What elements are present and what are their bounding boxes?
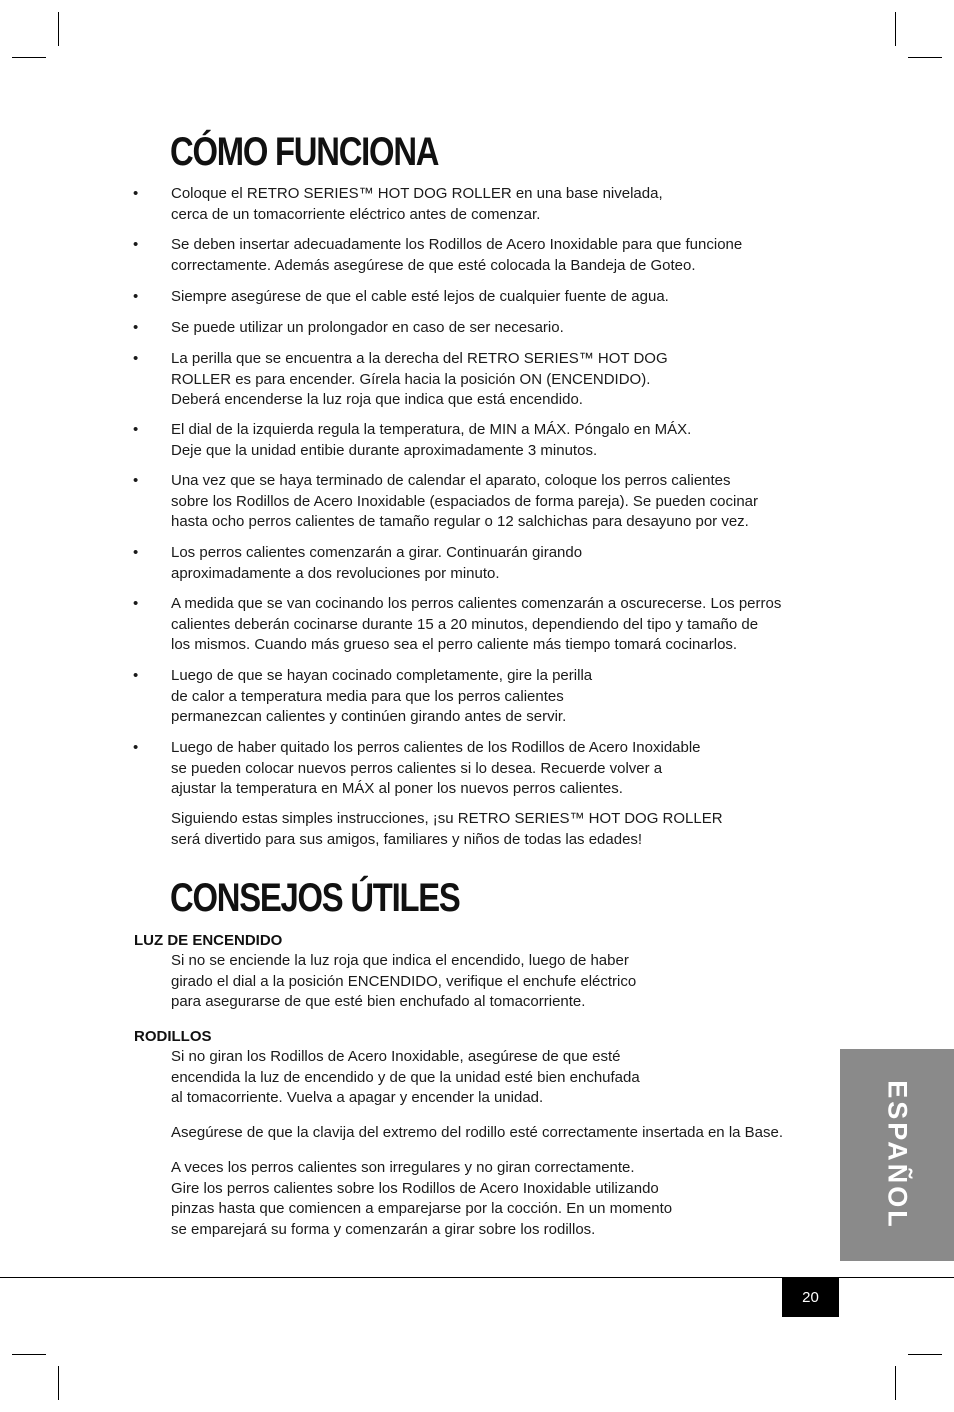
list-item-line: hasta ocho perros calientes de tamaño regular o 12 salchichas para desayuno por vez.: [171, 513, 749, 530]
list-item: [133, 318, 821, 339]
list-item-line: Deberá encenderse la luz roja que indica que está encendido.: [171, 391, 583, 408]
list-item: [133, 666, 821, 728]
section-title-consejos-utiles: CONSEJOS ÚTILES: [170, 876, 460, 920]
crop-mark: [12, 1354, 46, 1355]
bullet-point: •: [133, 421, 139, 438]
list-item-line: los mismos. Cuando más grueso sea el perro caliente más tiempo tomará cocinarlos.: [171, 636, 738, 653]
list-item-line: Luego de que se hayan cocinado completamente, gire la perilla: [171, 667, 593, 684]
bullet-point: •: [133, 236, 139, 253]
list-item-line: calientes deberán cocinarse durante 15 a 20 minutos, dependiendo del tipo y tamaño de: [171, 615, 759, 633]
crop-mark: [58, 1366, 59, 1400]
list-item: [133, 543, 821, 584]
list-item-line: Se deben insertar adecuadamente los Rodillos de Acero Inoxidable para que funcione: [171, 236, 743, 253]
list-item-line: Coloque el RETRO SERIES™ HOT DOG ROLLER en una base nivelada,: [171, 185, 663, 202]
list-item-line: ajustar la temperatura en MÁX al poner los nuevos perros calientes.: [171, 780, 623, 797]
list-item: [133, 184, 821, 225]
bullet-point: •: [133, 544, 139, 561]
list-item: [133, 287, 821, 308]
list-item-line: de calor a temperatura media para que los perros calientes: [171, 687, 564, 705]
list-item-line: Se puede utilizar un prolongador en caso de ser necesario.: [171, 319, 564, 336]
section-title-como-funciona: CÓMO FUNCIONA: [170, 130, 439, 174]
list-item-line: Una vez que se haya terminado de calendar el aparato, coloque los perros calientes: [171, 472, 731, 489]
list-item: [133, 235, 821, 276]
list-item-line: aproximadamente a dos revoluciones por minuto.: [171, 564, 500, 582]
closing-paragraph: Siguiendo estas simples instrucciones, ¡su RETRO SERIES™ HOT DOG ROLLER será divertido para sus amigos, familiares y niños de todas las edades!: [171, 810, 723, 848]
list-item-line: sobre los Rodillos de Acero Inoxidable (espaciados de forma pareja). Se pueden cocinar: [171, 492, 759, 510]
list-item: [133, 349, 821, 411]
crop-mark: [895, 12, 896, 46]
bullet-point: •: [133, 739, 139, 756]
list-item-line: cerca de un tomacorriente eléctrico antes de comenzar.: [171, 205, 541, 223]
list-item-line: Deje que la unidad entibie durante aproximadamente 3 minutos.: [171, 441, 598, 459]
bullet-point: •: [133, 595, 139, 612]
list-item-line: A medida que se van cocinando los perros calientes comenzarán a oscurecerse. Los perros: [171, 595, 782, 612]
subheading-rodillos: RODILLOS: [134, 1028, 212, 1045]
list-item: [133, 594, 821, 656]
rodillos-paragraph-2: Asegúrese de que la clavija del extremo del rodillo esté correctamente insertada en la Base.: [171, 1124, 784, 1141]
bullet-point: •: [133, 472, 139, 489]
crop-mark: [895, 1366, 896, 1400]
bullet-point: •: [133, 319, 139, 336]
rodillos-paragraph-3: A veces los perros calientes son irregulares y no giran correctamente. Gire los perros calientes sobre los Rodillos de Acero Inoxidable utilizando pinzas hasta que comiencen a emparejarse por la cocción. En un momento se emparejará su forma y comenzarán a girar sobre los rodillos.: [171, 1159, 673, 1238]
list-item: [133, 420, 821, 461]
list-item: [133, 738, 821, 800]
rodillos-paragraph-1: Si no giran los Rodillos de Acero Inoxidable, asegúrese de que esté encendida la luz de encendido y de que la unidad esté bien enchufada al tomacorriente. Vuelva a apagar y encender la unidad.: [171, 1048, 640, 1106]
luz-paragraph: Si no se enciende la luz roja que indica el encendido, luego de haber girado el dial a la posición ENCENDIDO, verifique el enchufe eléctrico para asegurarse de que esté bien enchufado al tomacorriente.: [171, 952, 637, 1010]
bullet-point: •: [133, 350, 139, 367]
language-side-tab: [840, 1049, 954, 1261]
list-item: [133, 471, 821, 533]
list-item-line: La perilla que se encuentra a la derecha del RETRO SERIES™ HOT DOG: [171, 350, 668, 367]
list-item-line: permanezcan calientes y continúen girando antes de servir.: [171, 708, 567, 725]
subheading-luz-de-encendido: LUZ DE ENCENDIDO: [134, 932, 283, 949]
bullet-point: •: [133, 288, 139, 305]
list-item-line: ROLLER es para encender. Gírela hacia la posición ON (ENCENDIDO).: [171, 370, 651, 388]
list-item-line: Luego de haber quitado los perros calientes de los Rodillos de Acero Inoxidable: [171, 739, 701, 756]
bullet-point: •: [133, 185, 139, 202]
crop-mark: [12, 57, 46, 58]
list-item-line: se pueden colocar nuevos perros calientes si lo desea. Recuerde volver a: [171, 759, 663, 777]
list-item-line: Los perros calientes comenzarán a girar. Continuarán girando: [171, 544, 583, 561]
list-item-line: correctamente. Además asegúrese de que esté colocada la Bandeja de Goteo.: [171, 256, 696, 274]
crop-mark: [58, 12, 59, 46]
language-tab-label: ESPAÑOL: [882, 1080, 913, 1230]
crop-mark: [908, 1354, 942, 1355]
page-number: 20: [782, 1278, 839, 1317]
list-item-line: Siempre asegúrese de que el cable esté lejos de cualquier fuente de agua.: [171, 288, 669, 305]
list-item-line: El dial de la izquierda regula la temperatura, de MIN a MÁX. Póngalo en MÁX.: [171, 421, 692, 438]
bullet-point: •: [133, 667, 139, 684]
crop-mark: [908, 57, 942, 58]
